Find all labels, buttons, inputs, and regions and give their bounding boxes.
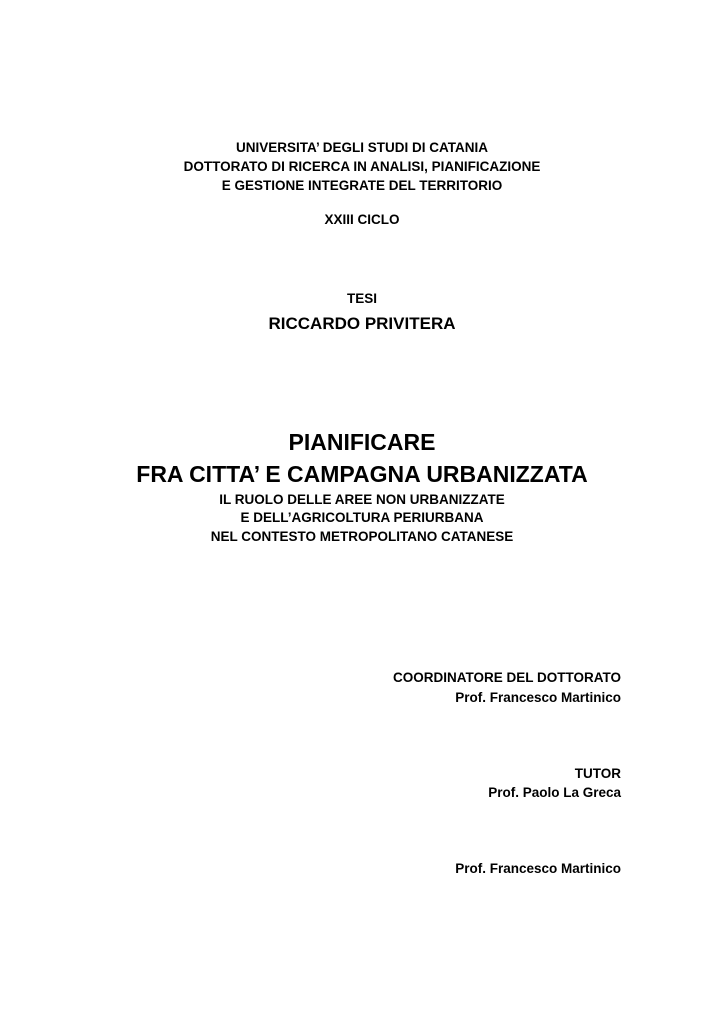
university-name: UNIVERSITA’ DEGLI STUDI DI CATANIA: [235, 140, 488, 155]
thesis-title-line1: PIANIFICARE: [288, 429, 436, 455]
coordinator-name: Prof. Francesco Martinico: [455, 690, 621, 705]
doctorate-cycle: XXIII CICLO: [324, 212, 400, 227]
thesis-subtitle-line3: NEL CONTESTO METROPOLITANO CATANESE: [210, 529, 514, 544]
thesis-subtitle-line1: IL RUOLO DELLE AREE NON URBANIZZATE: [219, 492, 505, 507]
thesis-title-line2: FRA CITTA’ E CAMPAGNA URBANIZZATA: [136, 461, 588, 487]
doctorate-name-line1: DOTTORATO DI RICERCA IN ANALISI, PIANIFICAZIONE: [183, 159, 541, 174]
tutor-name-2: Prof. Francesco Martinico: [455, 861, 621, 876]
thesis-label: TESI: [346, 291, 377, 306]
coordinator-label: COORDINATORE DEL DOTTORATO: [392, 670, 621, 685]
doctorate-name-line2: E GESTIONE INTEGRATE DEL TERRITORIO: [221, 178, 503, 193]
thesis-subtitle-line2: E DELL’AGRICOLTURA PERIURBANA: [240, 510, 484, 525]
tutor-name-1: Prof. Paolo La Greca: [488, 785, 621, 800]
thesis-author: RICCARDO PRIVITERA: [268, 314, 456, 333]
tutor-label: TUTOR: [574, 766, 621, 781]
